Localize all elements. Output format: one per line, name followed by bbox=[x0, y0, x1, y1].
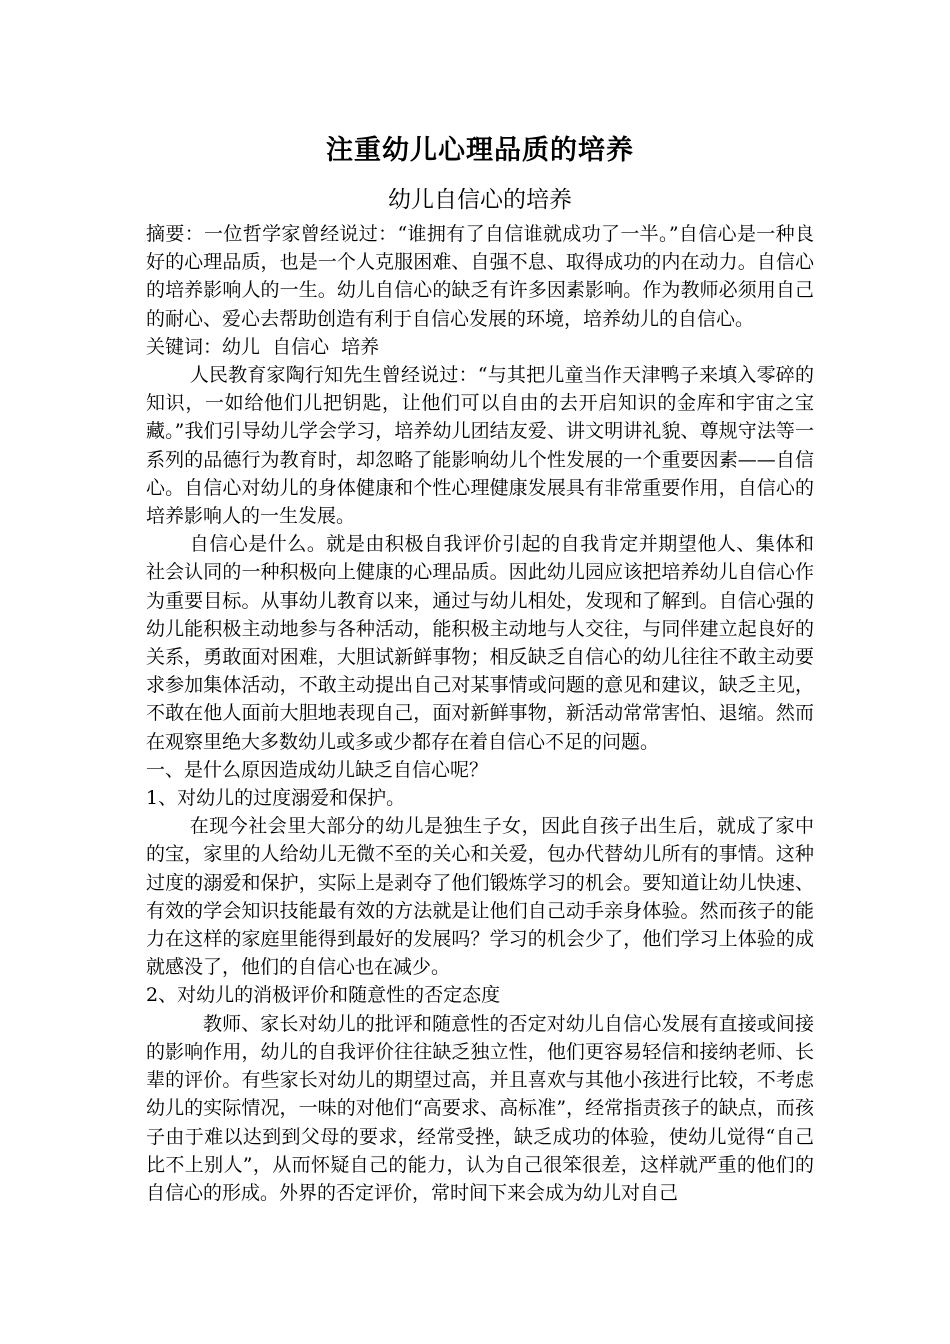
body-paragraph-1: 人民教育家陶行知先生曾经说过：“与其把儿童当作天津鸭子来填入零碎的知识，一如给他们儿把钥匙，让他们可以自由的去开启知识的金库和宇宙之宝藏。”我们引导幼儿学会学习，培养幼儿团结友爱、讲文明讲礼貌、尊规守法等一系列的品德行为教育时，却忽略了能影响幼儿个性发展的一个重要因素——自信心。自信心对幼儿的身体健康和个性心理健康发展具有非常重要作用，自信心的培养影响人的一生发展。 bbox=[146, 364, 814, 528]
document-title: 注重幼儿心理品质的培养 bbox=[326, 135, 634, 166]
subsection-heading-1: 1、对幼儿的过度溺爱和保护。 bbox=[146, 787, 406, 810]
body-paragraph-4: 教师、家长对幼儿的批评和随意性的否定对幼儿自信心发展有直接或间接的影响作用，幼儿的自我评价往往缺乏独立性，他们更容易轻信和接纳老师、长辈的评价。有些家长对幼儿的期望过高，并且喜欢与其他小孩进行比较，不考虑幼儿的实际情况，一味的对他们“高要求、高标准”，经常指责孩子的缺点，而孩子由于难以达到到父母的要求，经常受挫，缺乏成功的体验，使幼儿觉得“自己比不上别人”，从而怀疑自己的能力，认为自己很笨很差，这样就严重的他们的自信心的形成。外界的否定评价，常时间下来会成为幼儿对自己 bbox=[146, 1012, 814, 1204]
subsection-heading-2: 2、对幼儿的消极评价和随意性的否定态度 bbox=[146, 984, 501, 1007]
abstract-paragraph: 摘要：一位哲学家曾经说过：“谁拥有了自信谁就成功了一半。”自信心是一种良好的心理品质，也是一个人克服困难、自强不息、取得成功的内在动力。自信心的培养影响人的一生。幼儿自信心的缺乏有许多因素影响。作为教师必须用自己的耐心、爱心去帮助创造有利于自信心发展的环境，培养幼儿的自信心。 bbox=[146, 223, 814, 330]
body-paragraph-3: 在现今社会里大部分的幼儿是独生子女，因此自孩子出生后，就成了家中的宝，家里的人给幼儿无微不至的关心和关爱，包办代替幼儿所有的事情。这种过度的溺爱和保护，实际上是剥夺了他们锻炼学习的机会。要知道让幼儿快速、有效的学会知识技能最有效的方法就是让他们自己动手亲身体验。然而孩子的能力在这样的家庭里能得到最好的发展吗？学习的机会少了，他们学习上体验的成就感没了，他们的自信心也在减少。 bbox=[146, 815, 814, 979]
keywords-line: 关键词：幼儿 自信心 培养 bbox=[146, 335, 380, 358]
body-paragraph-2: 自信心是什么。就是由积极自我评价引起的自我肯定并期望他人、集体和社会认同的一种积极向上健康的心理品质。因此幼儿园应该把培养幼儿自信心作为重要目标。从事幼儿教育以来，通过与幼儿相处，发现和了解到。自信心强的幼儿能积极主动地参与各种活动，能积极主动地与人交往，与同伴建立起良好的关系，勇敢面对困难，大胆试新鲜事物；相反缺乏自信心的幼儿往往不敢主动要求参加集体活动，不敢主动提出自己对某事情或问题的意见和建议，缺乏主见，不敢在他人面前大胆地表现自己，面对新鲜事物，新活动常常害怕、退缩。然而在观察里绝大多数幼儿或多或少都存在着自信心不足的问题。 bbox=[146, 533, 814, 753]
document-page bbox=[146, 128, 814, 1207]
document-subtitle: 幼儿自信心的培养 bbox=[388, 187, 572, 213]
section-heading-1: 一、是什么原因造成幼儿缺乏自信心呢？ bbox=[146, 758, 489, 781]
